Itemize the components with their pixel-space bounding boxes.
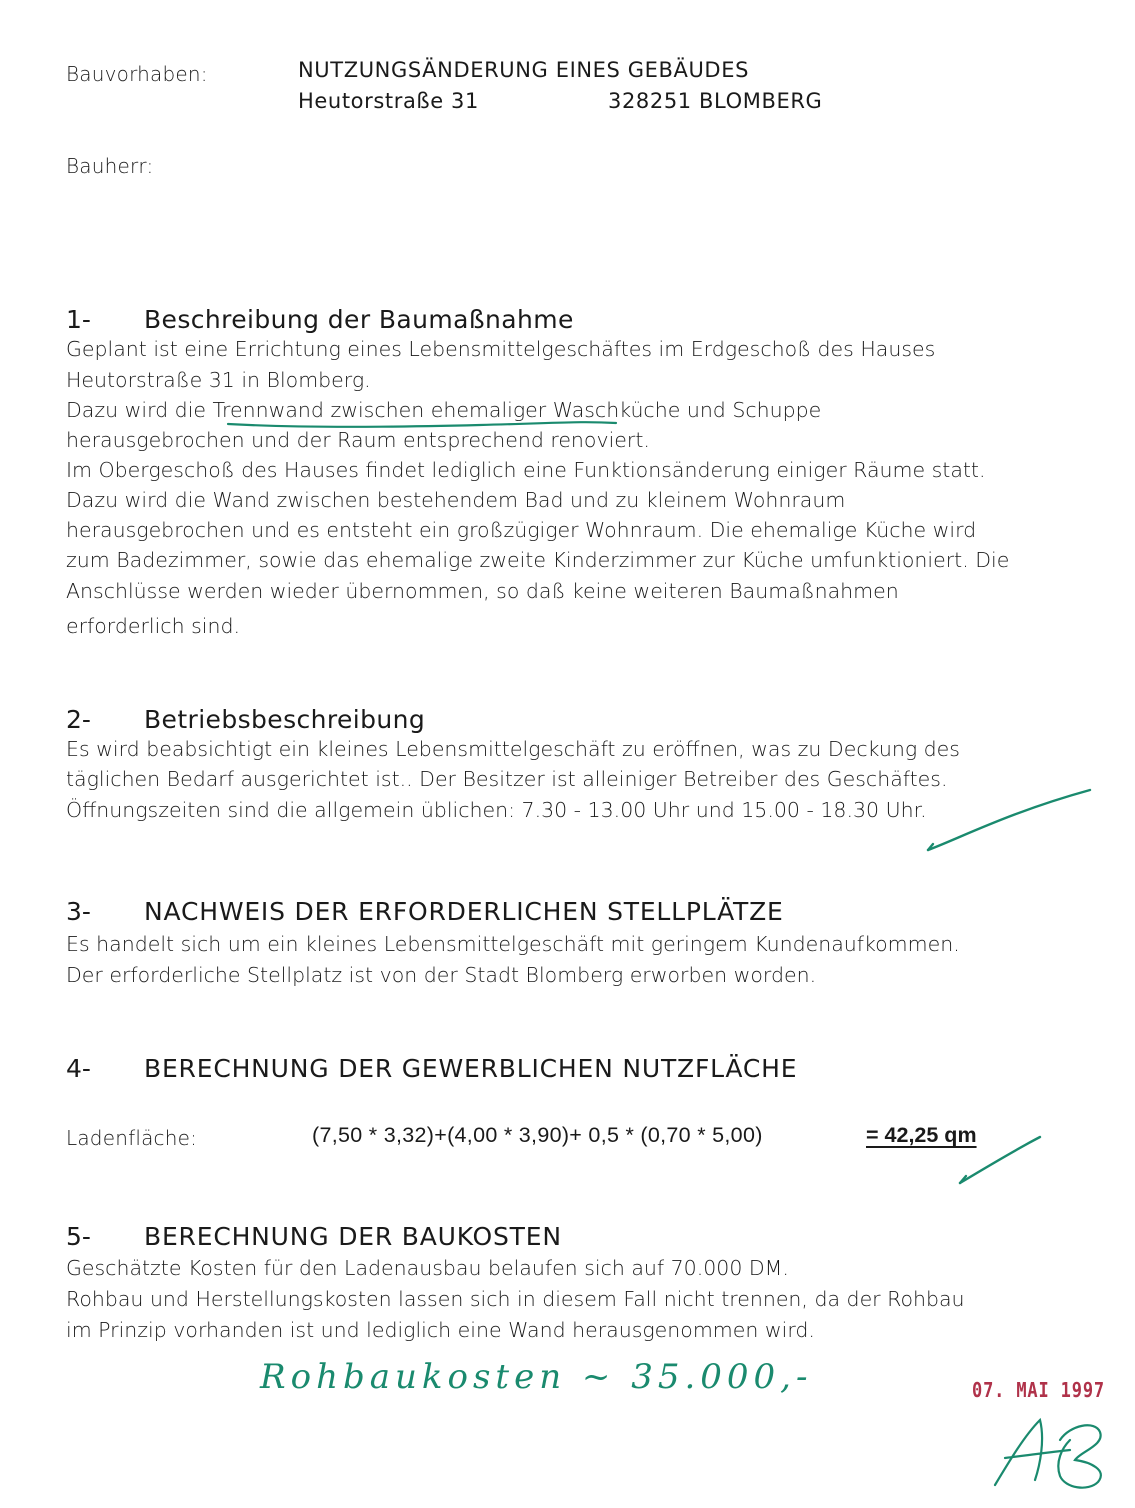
section-1-line: erforderlich sind. [66,614,240,638]
project-street: Heutorstraße 31 [298,89,479,113]
project-postcode-city: 328251 BLOMBERG [608,89,823,113]
section-2-title: Betriebsbeschreibung [144,705,426,734]
area-formula: (7,50 * 3,32)+(4,00 * 3,90)+ 0,5 * (0,70 * 5,00) [312,1123,763,1147]
section-2-number: 2- [66,705,91,734]
section-1-number: 1- [66,305,91,334]
section-1-line: herausgebrochen und der Raum entsprechend renoviert. [66,428,650,452]
section-1-title: Beschreibung der Baumaßnahme [144,305,574,334]
section-1-line: Anschlüsse werden wieder übernommen, so daß keine weiteren Baumaßnahmen [66,579,899,603]
section-2-line: täglichen Bedarf ausgerichtet ist.. Der Besitzer ist alleiniger Betreiber des Geschäftes. [66,767,948,791]
section-3-number: 3- [66,897,91,926]
section-4-number: 4- [66,1054,91,1083]
section-2-line: Öffnungszeiten sind die allgemein üblichen: 7.30 - 13.00 Uhr und 15.00 - 18.30 Uhr. [66,798,927,822]
ladenflaeche-label: Ladenfläche: [66,1126,198,1150]
section-1-line: Dazu wird die Wand zwischen bestehendem Bad und zu kleinem Wohnraum [66,488,846,512]
section-1-line: herausgebrochen und es entsteht ein großzügiger Wohnraum. Die ehemalige Küche wird [66,518,977,542]
bauvorhaben-label: Bauvorhaben: [66,62,208,86]
section-1-line: Dazu wird die Trennwand zwischen ehemaliger Waschküche und Schuppe [66,398,822,422]
section-5-number: 5- [66,1222,91,1251]
section-1-line: Geplant ist eine Errichtung eines Lebensmittelgeschäftes im Erdgeschoß des Hauses [66,337,936,361]
section-1-line: Im Obergeschoß des Hauses findet lediglich eine Funktionsänderung einiger Räume statt. [66,458,986,482]
section-2-line: Es wird beabsichtigt ein kleines Lebensmittelgeschäft zu eröffnen, was zu Deckung des [66,737,960,761]
section-4-title: BERECHNUNG DER GEWERBLICHEN NUTZFLÄCHE [144,1054,798,1083]
section-5-line: Rohbau und Herstellungskosten lassen sich in diesem Fall nicht trennen, da der Rohbau [66,1287,965,1311]
date-stamp: 07. MAI 1997 [972,1378,1106,1402]
bauherr-label: Bauherr: [66,154,154,178]
section-5-title: BERECHNUNG DER BAUKOSTEN [144,1222,562,1251]
section-3-line: Der erforderliche Stellplatz ist von der Stadt Blomberg erworben worden. [66,963,817,987]
section-1-line: zum Badezimmer, sowie das ehemalige zweite Kinderzimmer zur Küche umfunktioniert. Die [66,548,1010,572]
project-title: NUTZUNGSÄNDERUNG EINES GEBÄUDES [298,58,749,82]
section-5-line: im Prinzip vorhanden ist und lediglich eine Wand herausgenommen wird. [66,1318,815,1342]
handwritten-note: Rohbaukosten ~ 35.000,- [260,1357,813,1397]
section-3-title: NACHWEIS DER ERFORDERLICHEN STELLPLÄTZE [144,897,784,926]
section-5-line: Geschätzte Kosten für den Ladenausbau belaufen sich auf 70.000 DM. [66,1256,789,1280]
section-3-line: Es handelt sich um ein kleines Lebensmittelgeschäft mit geringem Kundenaufkommen. [66,932,960,956]
area-result: = 42,25 qm [866,1123,977,1147]
section-1-line: Heutorstraße 31 in Blomberg. [66,368,371,392]
